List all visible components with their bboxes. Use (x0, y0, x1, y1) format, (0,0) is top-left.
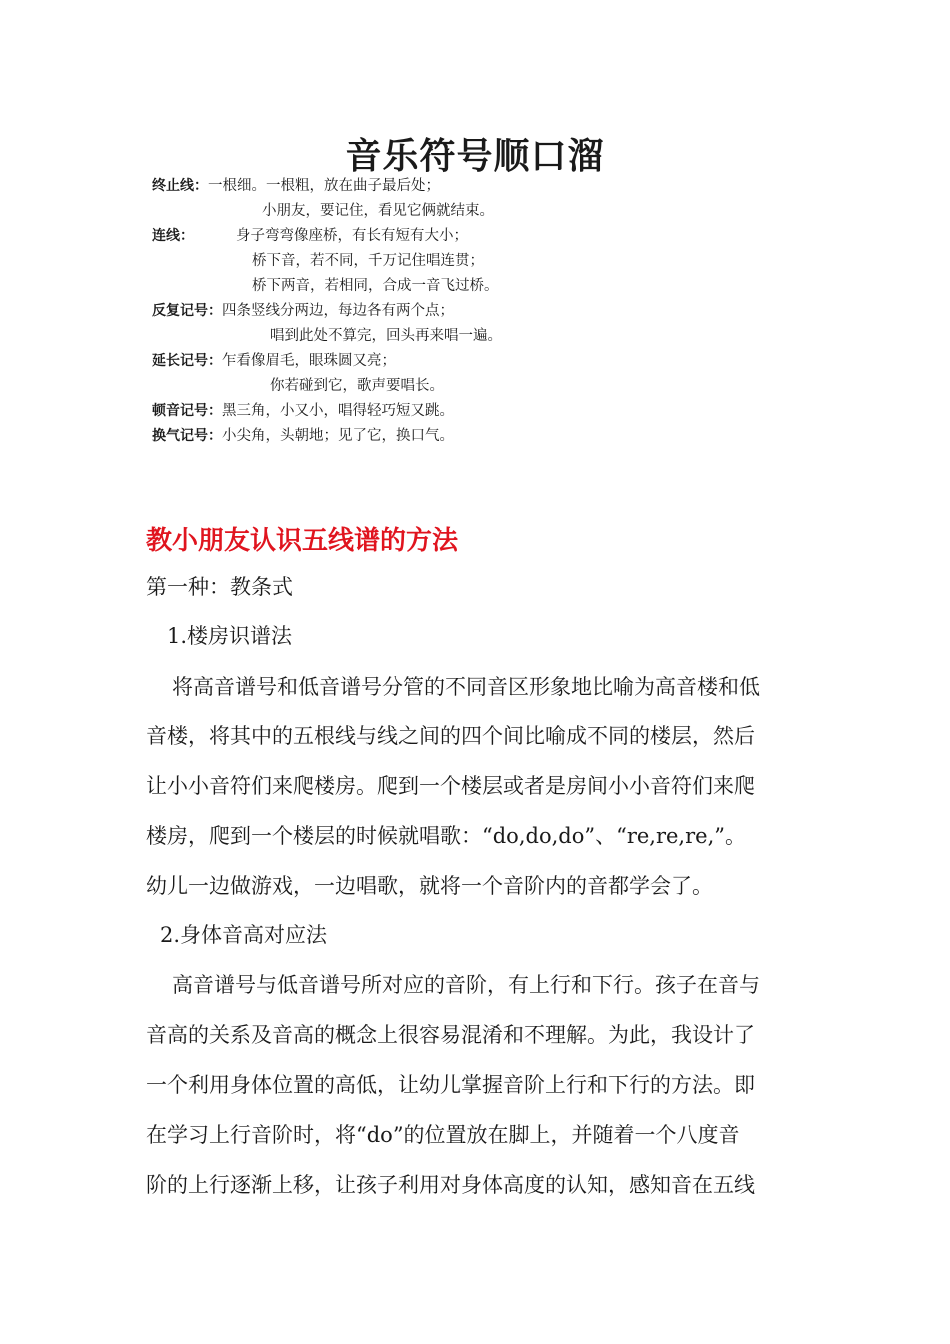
paragraph-line: 在学习上行音阶时，将“do”的位置放在脚上，并随着一个八度音 (146, 1123, 740, 1147)
rhyme-row (152, 226, 194, 246)
paragraph-line: 一个利用身体位置的高低，让幼儿掌握音阶上行和下行的方法。即 (146, 1073, 755, 1097)
rhyme-label: 顿音记号： (152, 403, 222, 419)
rhyme-text: 黑三角，小又小，唱得轻巧短又跳。 (222, 403, 454, 419)
rhyme-text: 乍看像眉毛，眼珠圆又亮； (222, 353, 396, 369)
rhyme-text: 桥下两音，若相同，合成一音飞过桥。 (252, 278, 499, 294)
rhyme-label: 连线： (152, 228, 194, 244)
paragraph-line: 音楼，将其中的五根线与线之间的四个间比喻成不同的楼层，然后 (146, 724, 755, 748)
paragraph-line: 楼房，爬到一个楼层的时候就唱歌：“do,do,do”、“re,re,re,”。 (146, 824, 746, 848)
rhyme-text: 你若碰到它，歌声要唱长。 (270, 378, 444, 394)
page-title: 音乐符号顺口溜 (345, 135, 605, 177)
rhyme-row (152, 401, 454, 421)
paragraph-line: 阶的上行逐渐上移，让孩子利用对身体高度的认知，感知音在五线 (146, 1173, 755, 1197)
rhyme-text: 桥下音，若不同，千万记住唱连贯； (252, 253, 484, 269)
paragraph-line: 高音谱号与低音谱号所对应的音阶，有上行和下行。孩子在音与 (172, 973, 760, 997)
section-heading: 教小朋友认识五线谱的方法 (146, 526, 459, 556)
rhyme-row (152, 176, 440, 196)
item-title: 1.楼房识谱法 (167, 624, 293, 648)
rhyme-row (152, 426, 454, 446)
rhyme-text: 一根细。一根粗，放在曲子最后处； (208, 178, 440, 194)
paragraph-line: 将高音谱号和低音谱号分管的不同音区形象地比喻为高音楼和低 (172, 675, 760, 699)
rhyme-text: 唱到此处不算完，回头再来唱一遍。 (270, 328, 502, 344)
rhyme-text: 四条竖线分两边，每边各有两个点； (222, 303, 454, 319)
item-title: 2.身体音高对应法 (160, 923, 328, 947)
rhyme-text: 小朋友，要记住，看见它俩就结束。 (262, 203, 494, 219)
rhyme-label: 换气记号： (152, 428, 222, 444)
rhyme-text: 小尖角，头朝地；见了它，换口气。 (222, 428, 454, 444)
paragraph-line: 幼儿一边做游戏，一边唱歌，就将一个音阶内的音都学会了。 (146, 874, 713, 898)
paragraph-line: 让小小音符们来爬楼房。爬到一个楼层或者是房间小小音符们来爬 (146, 774, 755, 798)
paragraph-line: 音高的关系及音高的概念上很容易混淆和不理解。为此，我设计了 (146, 1023, 755, 1047)
rhyme-label: 延长记号： (152, 353, 222, 369)
rhyme-text: 身子弯弯像座桥，有长有短有大小； (236, 228, 468, 244)
rhyme-row (152, 351, 396, 371)
method-heading: 第一种：教条式 (146, 575, 293, 599)
rhyme-row (152, 301, 454, 321)
rhyme-label: 反复记号： (152, 303, 222, 319)
rhyme-label: 终止线： (152, 178, 208, 194)
